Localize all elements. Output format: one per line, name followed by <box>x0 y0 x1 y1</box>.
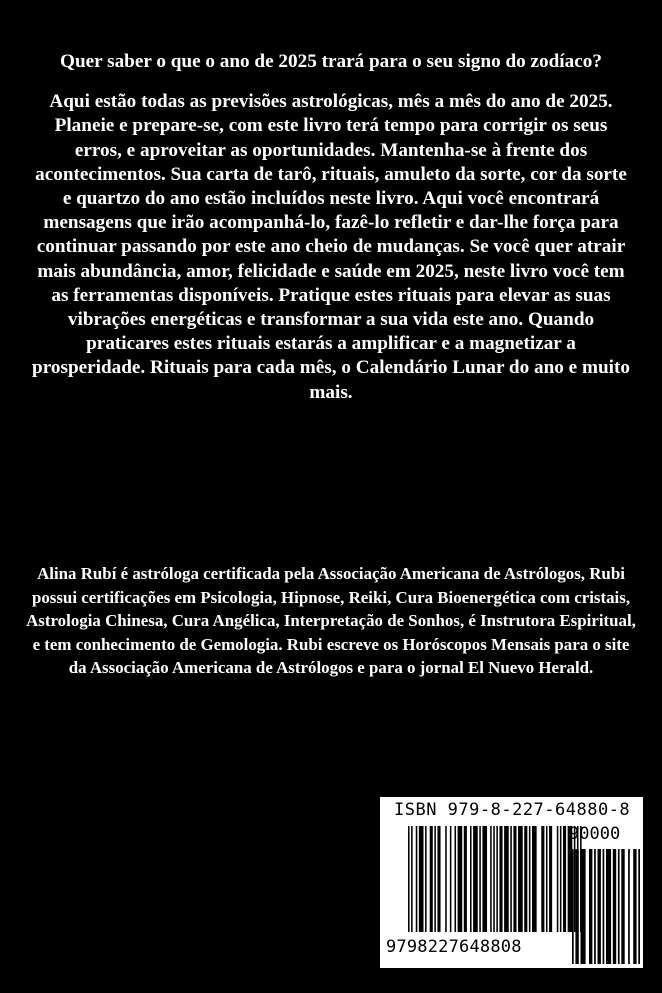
barcode-bar <box>589 849 592 964</box>
barcode-bar <box>470 826 472 932</box>
barcode-bar <box>510 826 512 932</box>
barcode-bar <box>455 826 457 932</box>
barcode-bar <box>445 826 447 932</box>
barcode-bar <box>416 826 418 932</box>
barcode-bar <box>458 826 463 932</box>
barcode-bar <box>504 826 509 932</box>
barcode-bar <box>532 826 537 932</box>
barcode-bar <box>425 826 427 932</box>
barcode-bar <box>613 849 616 964</box>
barcode-bar <box>464 826 467 932</box>
blurb-body: Aqui estão todas as previsões astrológicas, mês a mês do ano de 2025. Planeie e prepare-se, com este livro terá tempo para corrigir os seus erros, e aproveitar as oportunidades. Mantenha-se à frente dos acontecimentos. Sua carta de tarô, rituais, amuleto da sorte, cor da sorte e quartzo do ano estão incluídos neste livro. Aqui você encontrará mensagens que irão acompanhá-lo, fazê-lo refletir e dar-lhe força para continuar passando por este ano cheio de mudanças. Se você quer atrair mais abundância, amor, felicidade e saúde em 2025, neste livro você tem as ferramentas disponíveis. Pratique estes rituais para elevar as suas vibrações energéticas e transformar a sua vida este ano. Quando praticares estes rituais estarás a amplificar e a magnetizar a prosperidade. Rituais para cada mês, o Calendário Lunar do ano e muito mais. <box>32 91 630 403</box>
barcode-bar <box>479 826 481 932</box>
barcode-bar <box>598 849 601 964</box>
barcode-bar <box>581 849 586 964</box>
barcode-bar <box>560 826 562 932</box>
barcode-bar <box>638 849 640 964</box>
barcode-bar <box>482 826 487 932</box>
barcode-bar <box>621 849 624 964</box>
barcode-bar <box>450 826 452 932</box>
barcode-bar <box>633 849 636 964</box>
barcode-addon-digits: 90000 <box>569 824 621 844</box>
barcode-bar <box>572 849 574 964</box>
barcode-bar <box>618 849 620 964</box>
barcode-bar <box>434 826 436 932</box>
barcode-bar <box>411 826 413 932</box>
barcode-bar <box>499 826 502 932</box>
barcode-bar <box>575 849 578 964</box>
barcode-bar <box>490 826 492 932</box>
barcode-bar <box>557 826 559 932</box>
isbn-barcode <box>380 797 643 968</box>
barcode-bar <box>549 826 552 932</box>
barcode-bar <box>524 826 527 932</box>
barcode-bar <box>473 826 478 932</box>
barcode-bar <box>546 826 548 932</box>
isbn-label: ISBN 979-8-227-64880-8 <box>394 800 631 820</box>
barcode-bar <box>541 826 544 932</box>
barcode-bar <box>518 826 523 932</box>
blurb-question: Quer saber o que o ano de 2025 trará para o seu signo do zodíaco? <box>60 51 602 72</box>
barcode-bar <box>603 849 605 964</box>
barcode-bar <box>513 826 516 932</box>
barcode-bar <box>493 826 495 932</box>
barcode-bar <box>594 849 596 964</box>
barcode-bar <box>628 849 630 964</box>
author-bio: Alina Rubí é astróloga certificada pela Associação Americana de Astrólogos, Rubi possui certificações em Psicologia, Hipnose, Reiki, Cura Bioenergética com cristais, Astrologia Chinesa, Cura Angélica, Interpretação de Sonhos, é Instrutora Espiritual, e tem conhecimento de Gemologia. Rubi escreve os Horóscopos Mensais para o site da Associação Americana de Astrólogos e para o jornal El Nuevo Herald. <box>26 564 636 678</box>
back-cover-blurb <box>30 50 632 405</box>
barcode-ean-digits: 9798227648808 <box>386 937 522 957</box>
barcode-bar <box>529 826 531 932</box>
barcode-bar <box>606 849 611 964</box>
barcode-bar <box>419 826 424 932</box>
barcode-bar <box>563 826 566 932</box>
barcode-bar <box>496 826 498 932</box>
barcode-bar <box>437 826 440 932</box>
barcode-bar <box>430 826 433 932</box>
barcode-bar <box>408 826 410 932</box>
